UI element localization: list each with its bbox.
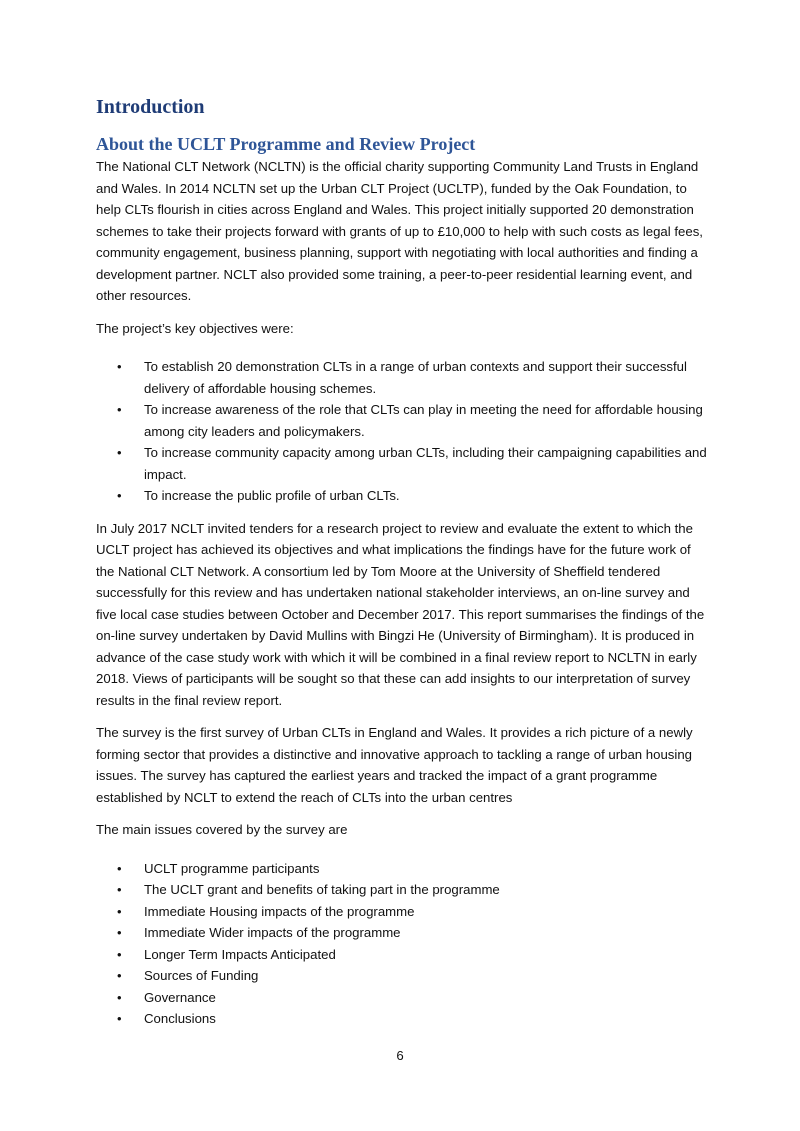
list-item: [96, 1008, 708, 1030]
list-item: [96, 965, 708, 987]
list-item: [96, 879, 708, 901]
list-item-text: Governance: [144, 989, 216, 1005]
issues-lead: The main issues covered by the survey are: [96, 822, 348, 837]
bullet-icon: •: [117, 402, 122, 417]
bullet-icon: •: [117, 925, 122, 940]
intro-paragraph: The National CLT Network (NCLTN) is the official charity supporting Community Land Trusts in England and Wales. In 2014 NCLTN set up the Urban CLT Project (UCLTP), funded by the Oak Foundation, to help CLTs flourish in cities across England and Wales. This project initially supported 20 demonstration schemes to take their projects forward with grants of up to £10,000 to help with such costs as legal fees, community engagement, business planning, support with negotiating with local authorities and finding a development partner. NCLT also provided some training, a peer-to-peer residential learning event, and other resources.: [96, 159, 703, 303]
issues-list: [96, 858, 708, 1030]
page-content: [96, 94, 708, 1041]
subsection-heading: About the UCLT Programme and Review Project: [96, 134, 476, 154]
bullet-icon: •: [117, 882, 122, 897]
bullet-icon: •: [117, 860, 122, 876]
tender-paragraph: In July 2017 NCLT invited tenders for a research project to review and evaluate the extent to which the UCLT project has achieved its objectives and what implications the findings have for the future work of the National CLT Network. A consortium led by Tom Moore at the University of Sheffield tendered successfully for this review and has undertaken national stakeholder interviews, an on-line survey and five local case studies between October and December 2017. This report summarises the findings of the on-line survey undertaken by David Mullins with Bingzi He (University of Birmingham). It is produced in advance of the case study work with which it will be combined in a final review report to NCLTN in early 2018. Views of participants will be sought so that these can add insights to our interpretation of survey results in the final review report.: [96, 520, 705, 708]
list-item: [96, 901, 708, 923]
list-item-text: The UCLT grant and benefits of taking part in the programme: [144, 882, 500, 897]
list-item-text: To increase community capacity among urban CLTs, including their campaigning capabilities and impact.: [144, 445, 707, 482]
bullet-icon: •: [117, 989, 122, 1005]
bullet-icon: •: [117, 1011, 122, 1026]
list-item-text: To increase awareness of the role that CLTs can play in meeting the need for affordable housing among city leaders and policymakers.: [144, 402, 703, 439]
list-item-text: Longer Term Impacts Anticipated: [144, 946, 336, 962]
bullet-icon: •: [117, 968, 122, 983]
list-item-text: To establish 20 demonstration CLTs in a range of urban contexts and support their successful delivery of affordable housing schemes.: [144, 359, 687, 396]
list-item: [96, 922, 708, 944]
list-item-text: Sources of Funding: [144, 968, 259, 983]
bullet-icon: •: [117, 903, 122, 919]
list-item: [96, 858, 708, 880]
list-item: [96, 944, 708, 966]
bullet-icon: •: [117, 946, 122, 962]
list-item: [96, 399, 708, 442]
list-item: [96, 485, 708, 507]
objectives-list: [96, 356, 708, 507]
list-item-text: Conclusions: [144, 1011, 216, 1026]
list-item-text: Immediate Wider impacts of the programme: [144, 925, 401, 940]
list-item: [96, 987, 708, 1009]
page-number: 6: [396, 1048, 404, 1063]
list-item-text: To increase the public profile of urban CLTs.: [144, 488, 400, 503]
list-item-text: UCLT programme participants: [144, 860, 320, 876]
section-heading: Introduction: [96, 96, 205, 118]
bullet-icon: •: [117, 488, 122, 503]
list-item-text: Immediate Housing impacts of the programme: [144, 903, 415, 919]
bullet-icon: •: [117, 445, 122, 460]
objectives-lead: The project’s key objectives were:: [96, 320, 294, 336]
list-item: [96, 356, 708, 399]
survey-paragraph: The survey is the first survey of Urban CLTs in England and Wales. It provides a rich picture of a newly forming sector that provides a distinctive and innovative approach to tackling a range of urban housing issues. The survey has captured the earliest years and tracked the impact of a grant programme established by NCLT to extend the reach of CLTs into the urban centres: [96, 725, 693, 805]
list-item: [96, 442, 708, 485]
bullet-icon: •: [117, 359, 122, 374]
